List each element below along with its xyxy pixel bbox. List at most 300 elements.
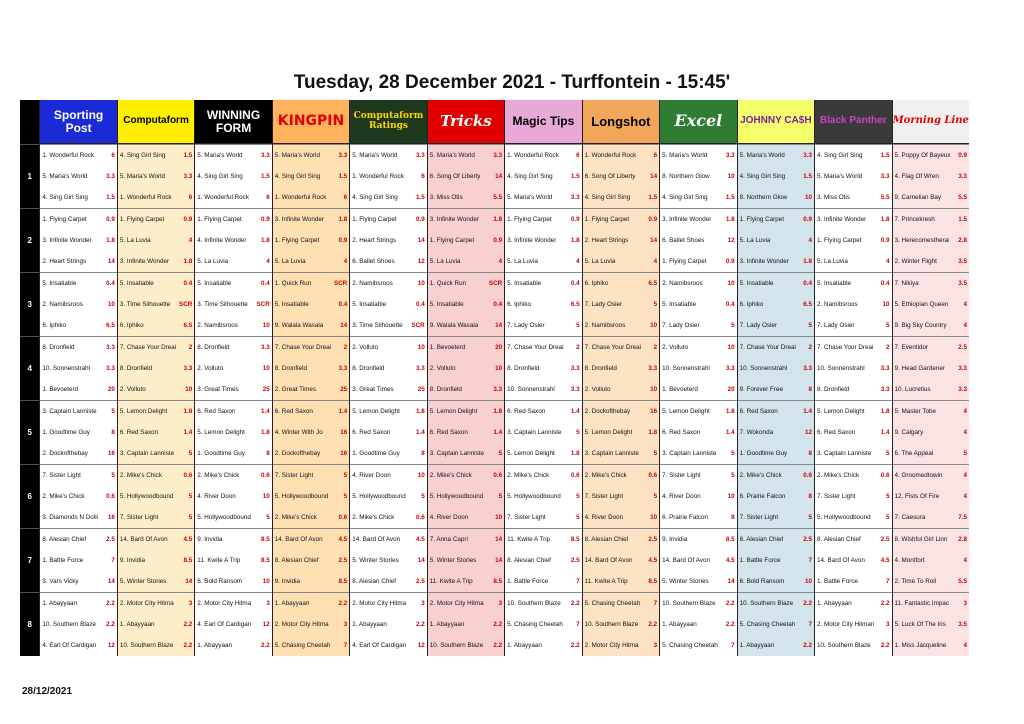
horse-name: 2. Namibsroos (662, 280, 703, 287)
selection-row (118, 514, 194, 521)
race-group (815, 144, 891, 208)
horse-name: 6. Red Saxon (197, 408, 236, 415)
odds: 5 (111, 408, 115, 415)
race-group (893, 144, 969, 208)
selection-row (505, 450, 581, 457)
odds: 25 (262, 386, 270, 393)
horse-name: 11. Kwite A Trip (429, 578, 473, 585)
selection-row (893, 365, 969, 372)
odds: 16 (107, 514, 115, 521)
race-group (660, 464, 736, 528)
horse-name: 1. Flying Carpet (197, 216, 242, 223)
horse-name: 1. Bevoeterd (662, 386, 698, 393)
selection-row (815, 536, 891, 543)
horse-name: 6. Prairie Falcon (662, 514, 708, 521)
selection-row (273, 493, 349, 500)
selection-row (660, 301, 736, 308)
odds: 14 (495, 322, 503, 329)
selection-row (350, 216, 426, 223)
selection-row (505, 472, 581, 479)
odds: 7 (576, 621, 580, 628)
horse-name: 3. Miss Otis (817, 194, 850, 201)
selection-row (738, 536, 814, 543)
odds: 5 (731, 322, 735, 329)
horse-name: 6. Red Saxon (739, 408, 778, 415)
odds: 5 (808, 322, 813, 329)
selection-row (428, 237, 504, 244)
selection-row (118, 194, 194, 201)
horse-name: 7. Lady Osier (584, 301, 623, 308)
horse-name: 7. Wokonda (739, 429, 774, 436)
odds: 16 (650, 408, 658, 415)
race-group (118, 464, 194, 528)
odds: 2.2 (570, 642, 580, 649)
race-group (660, 528, 736, 592)
odds: 4.5 (725, 557, 735, 564)
selection-row (40, 344, 116, 351)
selection-row (505, 408, 581, 415)
horse-name: 10. Lucretius (894, 386, 931, 393)
horse-name: 4. Groomedtowin (894, 472, 943, 479)
odds: 2.2 (880, 600, 890, 607)
selection-row (350, 280, 426, 287)
selection-row (118, 408, 194, 415)
race-group (893, 464, 969, 528)
odds: 0.6 (106, 493, 115, 500)
selection-row (815, 621, 891, 628)
horse-name: 5. Poppy Of Bayeux (894, 152, 951, 159)
odds: 4 (963, 642, 967, 649)
odds: 3.3 (958, 365, 967, 372)
selection-row (428, 642, 504, 649)
odds: 10 (805, 194, 813, 201)
horse-name: 6. Red Saxon (429, 429, 468, 436)
odds: 2.2 (803, 600, 813, 607)
selection-row (118, 322, 194, 329)
horse-name: 1. Abayyaan (197, 642, 232, 649)
horse-name: 7. Caesura (894, 514, 926, 521)
selection-row (660, 280, 736, 287)
horse-name: 1. Flying Carpet (429, 237, 475, 244)
odds: 5 (808, 514, 813, 521)
race-group (273, 464, 349, 528)
selection-row (738, 578, 814, 585)
odds: 2.2 (725, 621, 735, 628)
odds: 5.5 (493, 194, 503, 201)
selection-row (428, 216, 504, 223)
selection-row (118, 472, 194, 479)
selection-row (505, 301, 581, 308)
selection-row (118, 365, 194, 372)
selection-row (815, 578, 891, 585)
selection-row (660, 344, 736, 351)
selection-row (815, 600, 891, 607)
odds: 4.5 (648, 557, 658, 564)
odds: 5 (498, 450, 503, 457)
odds: 1.5 (570, 173, 580, 180)
odds: 2.2 (570, 600, 580, 607)
race-group (738, 272, 814, 336)
horse-name: 6. Red Saxon (662, 429, 701, 436)
race-group (583, 144, 659, 208)
horse-name: 5. Insatiable (352, 301, 387, 308)
selection-row (428, 514, 504, 521)
selection-row (273, 365, 349, 372)
horse-name: 2. Motor City Hitma (352, 600, 407, 607)
race-group (815, 464, 891, 528)
odds: 0.9 (261, 216, 270, 223)
horse-name: 2. Volluto (584, 386, 611, 393)
odds: SCR (411, 322, 425, 329)
selection-row (583, 301, 659, 308)
odds: 0.9 (106, 216, 115, 223)
selection-row (505, 578, 581, 585)
horse-name: 9. Invidia (274, 578, 300, 585)
odds: 2 (653, 344, 658, 351)
selection-row (815, 173, 891, 180)
odds: 2.2 (261, 642, 270, 649)
horse-name: 2. Mike's Chick (429, 472, 472, 479)
selection-row (738, 450, 814, 457)
selection-row (40, 621, 116, 628)
selection-row (40, 429, 116, 436)
horse-name: 9. Walala Wasala (429, 322, 479, 329)
horse-name: 11. Fantastic Impac (894, 600, 949, 607)
odds: 7 (343, 642, 348, 649)
race-group (273, 592, 349, 656)
odds: 1.4 (338, 408, 348, 415)
horse-name: 5. Lemon Delight (662, 408, 710, 415)
selection-row (660, 258, 736, 265)
selection-row (195, 578, 271, 585)
selection-row (273, 450, 349, 457)
selection-row (815, 557, 891, 564)
selection-row (660, 578, 736, 585)
selection-row (350, 365, 426, 372)
horse-name: 1. Abayyaan (507, 642, 542, 649)
horse-name: 9. Walala Wasala (274, 322, 324, 329)
horse-name: 8. Wishful Girl Linn (894, 536, 948, 543)
selection-row (428, 536, 504, 543)
odds: 1.8 (803, 258, 813, 265)
race-group (40, 528, 116, 592)
horse-name: 3. Infinite Wonder (119, 258, 170, 265)
horse-name: 6. Red Saxon (352, 429, 391, 436)
selection-row (40, 514, 116, 521)
odds: 4 (808, 237, 813, 244)
odds: 8 (731, 514, 735, 521)
horse-name: 5. Hollywoodbound (429, 493, 484, 500)
selection-row (505, 493, 581, 500)
horse-name: 1. Flying Carpet (119, 216, 165, 223)
odds: 1.5 (803, 173, 813, 180)
horse-name: 4. Winter With Jo (274, 429, 323, 436)
race-group (118, 400, 194, 464)
horse-name: 3. Captain Lanniste (662, 450, 717, 457)
selection-row (505, 280, 581, 287)
selection-row (273, 408, 349, 415)
odds: 3.3 (880, 365, 890, 372)
race-number-label: 5 (27, 428, 32, 437)
horse-name: 1. Wonderful Rock (119, 194, 172, 201)
horse-name: 6. Iphiko (584, 280, 609, 287)
selection-row (40, 386, 116, 393)
horse-name: 3. Captain Lanniste (584, 450, 639, 457)
race-group (660, 144, 736, 208)
odds: 4 (963, 472, 967, 479)
horse-name: 3. Miss Otis (429, 194, 463, 201)
selection-row (583, 557, 659, 564)
horse-name: 8. Dronfield (507, 365, 540, 372)
selection-row (195, 386, 271, 393)
selection-row (40, 216, 116, 223)
selection-row (273, 642, 349, 649)
horse-name: 3. Time Silhouette (352, 322, 403, 329)
selection-row (40, 365, 116, 372)
race-side-labels (970, 144, 980, 656)
selection-row (660, 557, 736, 564)
horse-name: 3. Captain Lanniste (429, 450, 484, 457)
selection-row (40, 450, 116, 457)
odds: 25 (340, 386, 348, 393)
selection-row (428, 429, 504, 436)
odds: 8 (266, 450, 270, 457)
selection-row (195, 194, 271, 201)
odds: 1.5 (106, 194, 115, 201)
horse-name: 4. Sing Girl Sing (507, 173, 553, 180)
odds: 3 (421, 600, 425, 607)
race-group (428, 464, 504, 528)
odds: 3.3 (570, 386, 580, 393)
selection-row (273, 216, 349, 223)
horse-name: 2. Volluto (662, 344, 689, 351)
horse-name: 3. Infinite Wonder (817, 216, 867, 223)
race-group (273, 400, 349, 464)
race-number (20, 272, 39, 336)
odds: 3.3 (958, 173, 967, 180)
odds: 6 (111, 152, 115, 159)
odds: 8.5 (570, 536, 580, 543)
race-group (815, 400, 891, 464)
selection-row (893, 237, 969, 244)
horse-name: 2. Namibsroos (42, 301, 83, 308)
selection-row (583, 386, 659, 393)
selection-row (40, 194, 116, 201)
odds: 1.8 (725, 216, 735, 223)
odds: 8.5 (261, 557, 270, 564)
selection-row (428, 450, 504, 457)
selection-row (273, 280, 349, 287)
selection-row (815, 301, 891, 308)
race-number (20, 336, 39, 400)
race-number (20, 592, 39, 656)
horse-name: 4. Sing Girl Sing (584, 194, 631, 201)
tipster-header: Computaform (118, 100, 194, 144)
tipster-column (272, 100, 349, 656)
odds: 1.5 (415, 194, 425, 201)
horse-name: 2. Mike's Chick (119, 472, 162, 479)
horse-name: 2. Motor City Hitma (119, 600, 174, 607)
selection-row (428, 194, 504, 201)
odds: 0.4 (725, 301, 735, 308)
selection-row (815, 429, 891, 436)
odds: 5 (886, 493, 890, 500)
odds: 5 (188, 450, 193, 457)
odds: 6.5 (570, 301, 580, 308)
race-group (350, 144, 426, 208)
horse-name: 3. Herecomestherai (894, 237, 950, 244)
odds: 3.3 (725, 365, 735, 372)
odds: 4 (963, 322, 967, 329)
selection-row (118, 557, 194, 564)
race-group (350, 592, 426, 656)
selection-row (815, 642, 891, 649)
selection-row (195, 514, 271, 521)
horse-name: 5. Insatiable (119, 280, 154, 287)
odds: 2.5 (958, 344, 967, 351)
race-group (505, 208, 581, 272)
selection-row (428, 344, 504, 351)
selection-row (815, 450, 891, 457)
odds: 3.3 (648, 365, 658, 372)
horse-name: 1. Flying Carpet (352, 216, 397, 223)
race-group (118, 592, 194, 656)
tipster-column (892, 100, 969, 656)
selection-row (40, 493, 116, 500)
odds: 1.8 (570, 237, 580, 244)
horse-name: 3. Infinite Wonder (429, 216, 479, 223)
odds: 0.6 (261, 472, 270, 479)
selection-row (40, 557, 116, 564)
odds: 0.4 (106, 280, 115, 287)
horse-name: 1. Flying Carpet (507, 216, 552, 223)
horse-name: 5. Maria's World (197, 152, 243, 159)
horse-name: 1. Miss Jacqueline (894, 642, 947, 649)
race-group (815, 592, 891, 656)
selection-row (583, 493, 659, 500)
selection-row (505, 237, 581, 244)
selection-row (660, 642, 736, 649)
horse-name: 6. Red Saxon (274, 408, 313, 415)
odds: 1.8 (880, 408, 890, 415)
selection-row (118, 152, 194, 159)
horse-name: 3. Captain Lanniste (119, 450, 175, 457)
selection-row (505, 344, 581, 351)
odds: 1.5 (261, 173, 270, 180)
horse-name: 5. Maria's World (507, 194, 553, 201)
selection-row (273, 600, 349, 607)
odds: 6 (421, 173, 425, 180)
horse-name: 5. Winter Stories (119, 578, 167, 585)
odds: 3.3 (803, 365, 813, 372)
selection-row (738, 557, 814, 564)
odds: 1.8 (415, 408, 425, 415)
odds: 1.8 (493, 216, 503, 223)
odds: 2.5 (880, 536, 890, 543)
horse-name: 3. Captain Lanniste (42, 408, 97, 415)
selection-row (428, 472, 504, 479)
selection-row (195, 472, 271, 479)
odds: 3.3 (106, 173, 115, 180)
race-group (660, 336, 736, 400)
tipster-column (39, 100, 116, 656)
horse-name: 7. Sister Light (119, 514, 159, 521)
odds: 1.5 (880, 152, 890, 159)
horse-name: 8. Alesian Chief (352, 578, 396, 585)
selection-row (40, 258, 116, 265)
selection-row (40, 472, 116, 479)
selection-row (428, 301, 504, 308)
odds: 2.5 (803, 536, 813, 543)
odds: 2.2 (803, 642, 813, 649)
odds: 1.4 (803, 408, 813, 415)
odds: 5 (963, 450, 967, 457)
selection-row (118, 578, 194, 585)
selection-row (583, 152, 659, 159)
selection-row (815, 194, 891, 201)
race-group (815, 208, 891, 272)
odds: 0.9 (648, 216, 658, 223)
horse-name: 1. Abayyaan (274, 600, 310, 607)
horse-name: 4. River Doon (584, 514, 624, 521)
tipster-column (349, 100, 426, 656)
horse-name: 1. Abayyaan (739, 642, 775, 649)
horse-name: 8. Northern Glow (662, 173, 710, 180)
odds: SCR (179, 301, 193, 308)
selection-row (738, 301, 814, 308)
odds: 3.3 (803, 152, 813, 159)
odds: 5 (576, 514, 580, 521)
selection-row (195, 258, 271, 265)
selection-row (428, 386, 504, 393)
odds: 6.5 (106, 322, 115, 329)
odds: 8.5 (183, 557, 193, 564)
horse-name: 4. River Doon (197, 493, 236, 500)
selection-row (428, 621, 504, 628)
odds: 6 (343, 194, 348, 201)
selection-row (428, 493, 504, 500)
selection-row (350, 258, 426, 265)
horse-name: 5. Insatiable (507, 280, 542, 287)
selection-row (893, 493, 969, 500)
race-group (40, 464, 116, 528)
odds: 10 (650, 386, 658, 393)
horse-name: 1. Abayyaan (817, 600, 852, 607)
horse-name: 1. Abayyaan (352, 621, 387, 628)
selection-row (273, 557, 349, 564)
odds: 4.5 (880, 557, 890, 564)
selection-row (273, 514, 349, 521)
odds: 0.4 (261, 280, 270, 287)
odds: 10 (650, 514, 658, 521)
horse-name: 2. Volluto (429, 365, 456, 372)
race-number-label: 1 (27, 172, 32, 181)
horse-name: 1. Goodtime Guy (197, 450, 245, 457)
selection-row (738, 280, 814, 287)
odds: 2.5 (338, 557, 348, 564)
selection-row (815, 472, 891, 479)
horse-name: 6. Iphiko (507, 301, 531, 308)
odds: 7 (576, 578, 580, 585)
odds: 4 (963, 557, 967, 564)
selection-row (583, 621, 659, 628)
odds: 1.8 (725, 408, 735, 415)
selection-row (40, 642, 116, 649)
horse-name: 5. La Luvia (507, 258, 538, 265)
race-number (20, 400, 39, 464)
horse-name: 5. Lemon Delight (507, 450, 555, 457)
selection-row (738, 152, 814, 159)
